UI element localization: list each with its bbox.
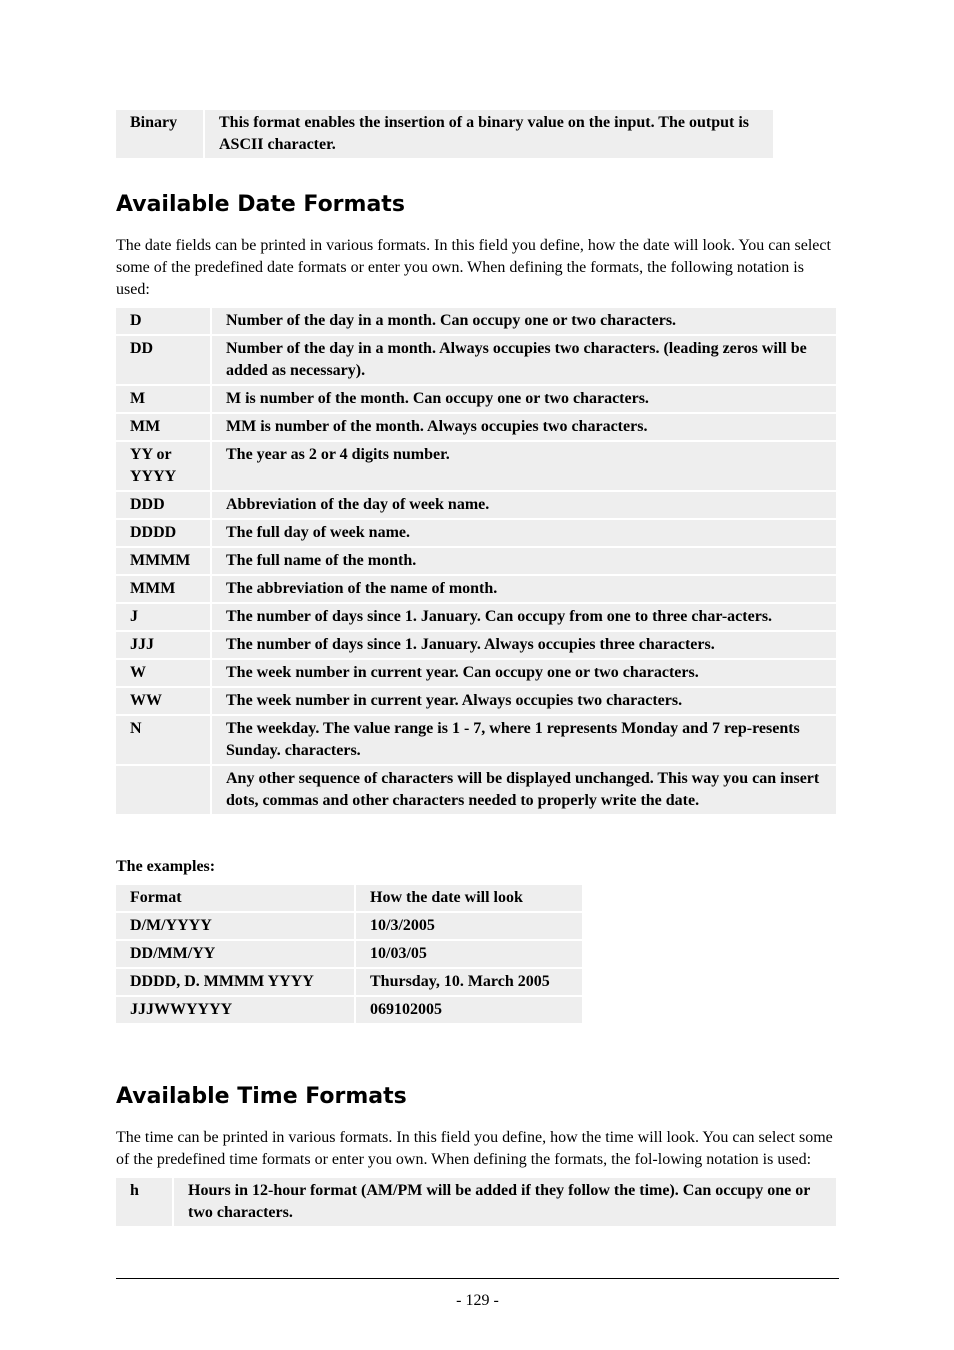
format-key: MMMM	[116, 548, 210, 574]
table-row	[116, 110, 773, 158]
examples-table	[114, 883, 584, 1025]
format-description: The full day of week name.	[212, 520, 836, 546]
table-row	[116, 941, 582, 967]
table-row	[116, 336, 836, 384]
format-description: Number of the day in a month. Always occupies two characters. (leading zeros will be added as necessary).	[212, 336, 836, 384]
format-key: W	[116, 660, 210, 686]
format-description: Number of the day in a month. Can occupy one or two characters.	[212, 308, 836, 334]
table-row	[116, 716, 836, 764]
column-header-result: How the date will look	[356, 885, 582, 911]
format-description: The weekday. The value range is 1 - 7, where 1 represents Monday and 7 rep-resents Sunday. characters.	[212, 716, 836, 764]
format-description: The week number in current year. Can occupy one or two characters.	[212, 660, 836, 686]
format-key: MMM	[116, 576, 210, 602]
table-row	[116, 969, 582, 995]
time-formats-heading: Available Time Formats	[116, 1084, 407, 1109]
example-result: Thursday, 10. March 2005	[356, 969, 582, 995]
example-format: DD/MM/YY	[116, 941, 354, 967]
format-key: WW	[116, 688, 210, 714]
format-description: The year as 2 or 4 digits number.	[212, 442, 836, 490]
format-description: Hours in 12-hour format (AM/PM will be added if they follow the time). Can occupy one or two characters.	[174, 1178, 836, 1226]
column-header-format: Format	[116, 885, 354, 911]
table-row	[116, 548, 836, 574]
time-formats-intro: The time can be printed in various formats. In this field you define, how the time will look. You can select some of the predefined time formats or enter you own. When defining the formats, the fol-lowing notation is used:	[116, 1129, 833, 1168]
format-key: MM	[116, 414, 210, 440]
format-description: Abbreviation of the day of week name.	[212, 492, 836, 518]
table-row	[116, 913, 582, 939]
format-key: Binary	[116, 110, 203, 158]
page-content	[116, 108, 838, 1228]
table-row	[116, 766, 836, 814]
format-description: The number of days since 1. January. Always occupies three characters.	[212, 632, 836, 658]
date-formats-table	[114, 306, 838, 816]
table-row	[116, 632, 836, 658]
format-key: M	[116, 386, 210, 412]
format-description: Any other sequence of characters will be displayed unchanged. This way you can insert dots, commas and other characters needed to properly write the date.	[212, 766, 836, 814]
examples-label: The examples:	[116, 858, 216, 875]
date-formats-heading: Available Date Formats	[116, 192, 405, 217]
format-description: The abbreviation of the name of month.	[212, 576, 836, 602]
format-key: DDD	[116, 492, 210, 518]
format-description: The number of days since 1. January. Can occupy from one to three char-acters.	[212, 604, 836, 630]
format-key	[116, 766, 210, 814]
format-key: YY or YYYY	[116, 442, 210, 490]
example-format: JJJWWYYYY	[116, 997, 354, 1023]
page-number: - 129 -	[456, 1292, 499, 1309]
format-key: h	[116, 1178, 172, 1226]
table-row	[116, 1178, 836, 1226]
example-format: DDDD, D. MMMM YYYY	[116, 969, 354, 995]
format-description: M is number of the month. Can occupy one or two characters.	[212, 386, 836, 412]
format-description: The full name of the month.	[212, 548, 836, 574]
table-row	[116, 688, 836, 714]
table-row	[116, 442, 836, 490]
example-format: D/M/YYYY	[116, 913, 354, 939]
format-description: The week number in current year. Always occupies two characters.	[212, 688, 836, 714]
format-key: N	[116, 716, 210, 764]
format-key: DD	[116, 336, 210, 384]
table-row	[116, 660, 836, 686]
time-formats-table	[114, 1176, 838, 1228]
format-key: D	[116, 308, 210, 334]
format-description: This format enables the insertion of a binary value on the input. The output is ASCII character.	[205, 110, 773, 158]
format-key: DDDD	[116, 520, 210, 546]
format-key: JJJ	[116, 632, 210, 658]
table-row	[116, 308, 836, 334]
example-result: 069102005	[356, 997, 582, 1023]
format-key: J	[116, 604, 210, 630]
footer-divider	[116, 1278, 839, 1279]
table-row	[116, 520, 836, 546]
table-row	[116, 997, 582, 1023]
date-formats-intro: The date fields can be printed in various formats. In this field you define, how the date will look. You can select some of the predefined date formats or enter you own. When defining the formats, the following notation is used:	[116, 237, 831, 298]
example-result: 10/03/05	[356, 941, 582, 967]
table-row	[116, 604, 836, 630]
table-row	[116, 414, 836, 440]
table-header-row	[116, 885, 582, 911]
table-row	[116, 386, 836, 412]
table-row	[116, 576, 836, 602]
binary-format-table	[114, 108, 775, 160]
example-result: 10/3/2005	[356, 913, 582, 939]
format-description: MM is number of the month. Always occupies two characters.	[212, 414, 836, 440]
table-row	[116, 492, 836, 518]
